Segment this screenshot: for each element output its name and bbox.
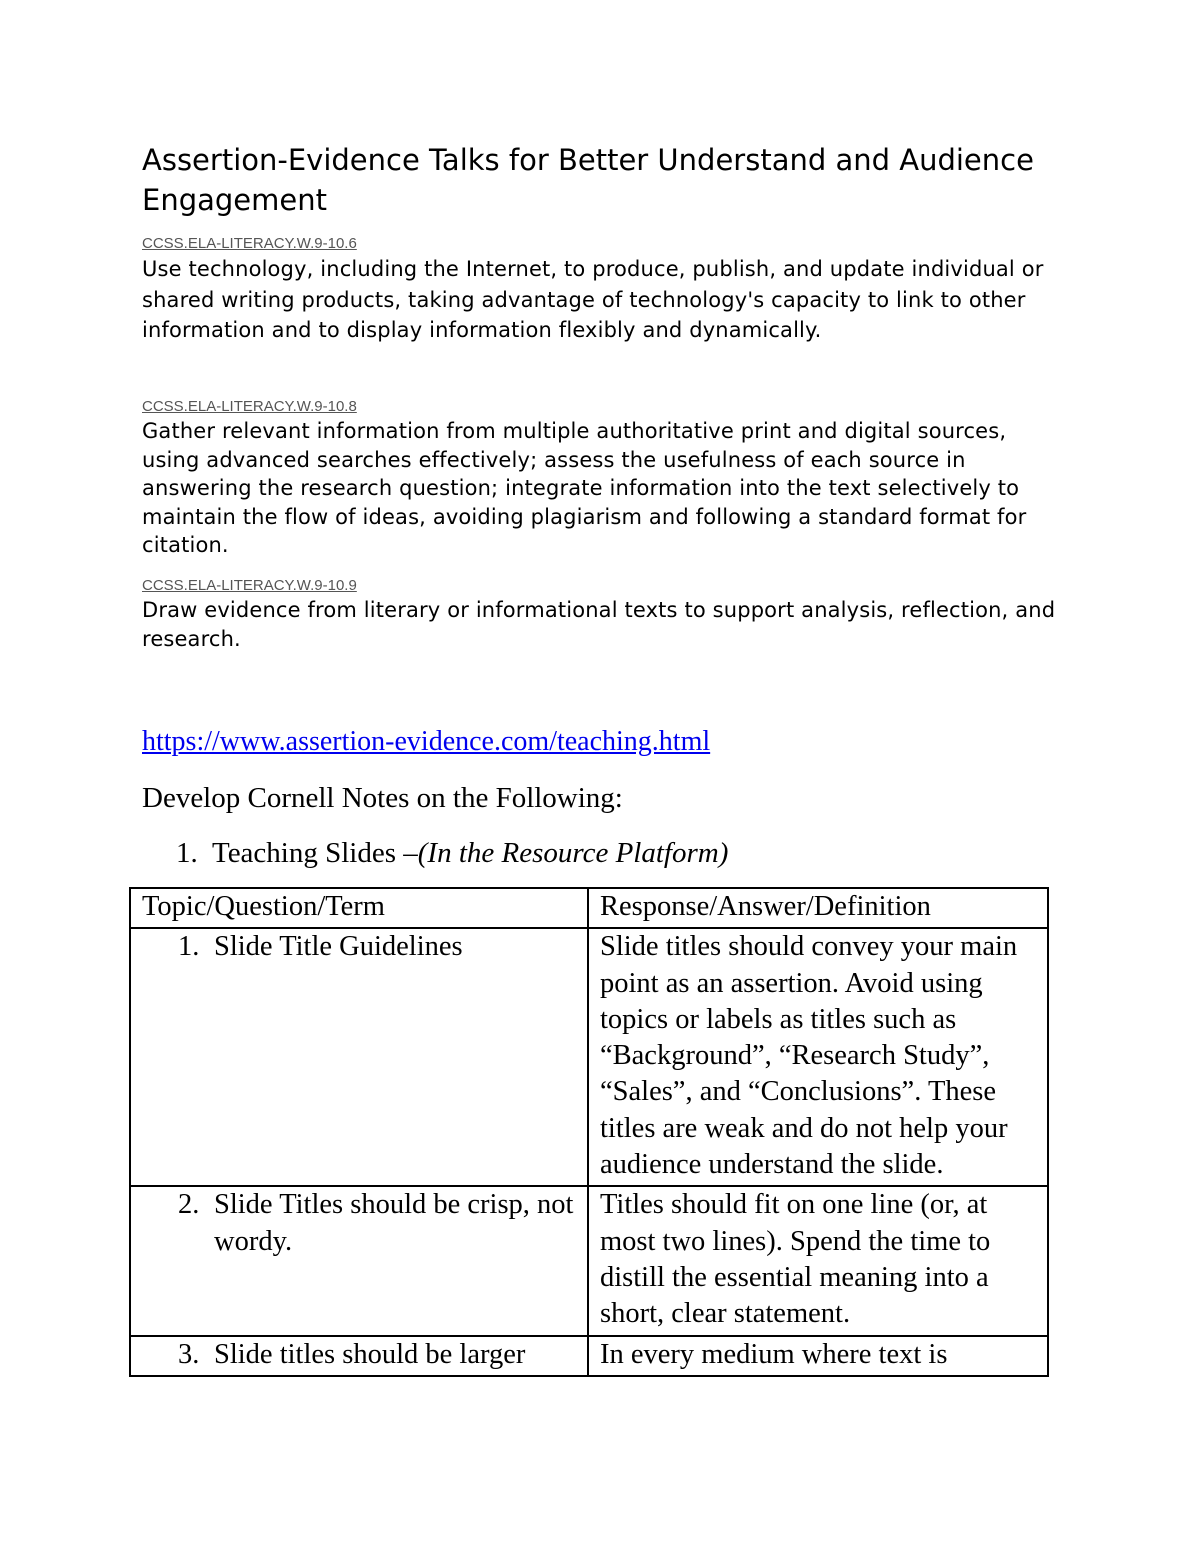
table-row xyxy=(130,928,1048,1186)
response-cell: Titles should fit on one line (or, at most two lines). Spend the time to distill the essential meaning into a short, clear statement. xyxy=(588,1186,1048,1335)
standard-code-link[interactable]: CCSS.ELA-LITERACY.W.9-10.9 xyxy=(142,577,357,594)
list-item-text: Teaching Slides – xyxy=(212,837,418,869)
topic-cell xyxy=(130,1336,588,1376)
list-item-italic: (In the Resource Platform) xyxy=(417,837,729,869)
header-response: Response/Answer/Definition xyxy=(588,888,1048,928)
cornell-notes-table xyxy=(129,887,1049,1377)
table-header-row xyxy=(130,888,1048,928)
topic-cell xyxy=(130,928,588,1186)
table-row xyxy=(130,1336,1048,1376)
row-number: 1. xyxy=(178,931,200,963)
row-number: 2. xyxy=(178,1189,200,1221)
standard-block-3 xyxy=(142,576,1062,653)
standard-text: Gather relevant information from multiple authoritative print and digital sources, using advanced searches effectively; assess the usefulness of each source in answering the research question; integrate information into the text selectively to maintain the flow of ideas, avoiding plagiarism and following a standard format for citation. xyxy=(142,419,1027,557)
standard-code-link[interactable]: CCSS.ELA-LITERACY.W.9-10.6 xyxy=(142,235,357,252)
topic-text: Slide titles should be larger xyxy=(214,1338,526,1370)
topic-text: Slide Title Guidelines xyxy=(214,931,463,963)
header-topic: Topic/Question/Term xyxy=(130,888,588,928)
develop-heading: Develop Cornell Notes on the Following: xyxy=(142,782,623,814)
resource-url-link[interactable]: https://www.assertion-evidence.com/teaching.html xyxy=(142,726,711,757)
response-cell: In every medium where text is xyxy=(588,1336,1048,1376)
list-item-teaching-slides xyxy=(176,835,728,871)
standard-block-1 xyxy=(142,234,1062,346)
standard-code-link[interactable]: CCSS.ELA-LITERACY.W.9-10.8 xyxy=(142,398,357,415)
topic-cell xyxy=(130,1186,588,1335)
document-title: Assertion-Evidence Talks for Better Understand and Audience Engagement xyxy=(142,143,1034,217)
list-number: 1. xyxy=(176,837,198,869)
row-number: 3. xyxy=(178,1338,200,1370)
topic-text: Slide Titles should be crisp, not wordy. xyxy=(214,1189,574,1257)
standard-text: Use technology, including the Internet, to produce, publish, and update individual or shared writing products, taking advantage of technology's capacity to link to other information and to display information flexibly and dynamically. xyxy=(142,257,1044,342)
standard-text: Draw evidence from literary or informational texts to support analysis, reflection, and research. xyxy=(142,598,1056,651)
table-row xyxy=(130,1186,1048,1335)
response-cell: Slide titles should convey your main point as an assertion. Avoid using topics or labels as titles such as “Background”, “Research Study”, “Sales”, and “Conclusions”. These titles are weak and do not help your audience understand the slide. xyxy=(588,928,1048,1186)
standard-block-2 xyxy=(142,397,1062,560)
